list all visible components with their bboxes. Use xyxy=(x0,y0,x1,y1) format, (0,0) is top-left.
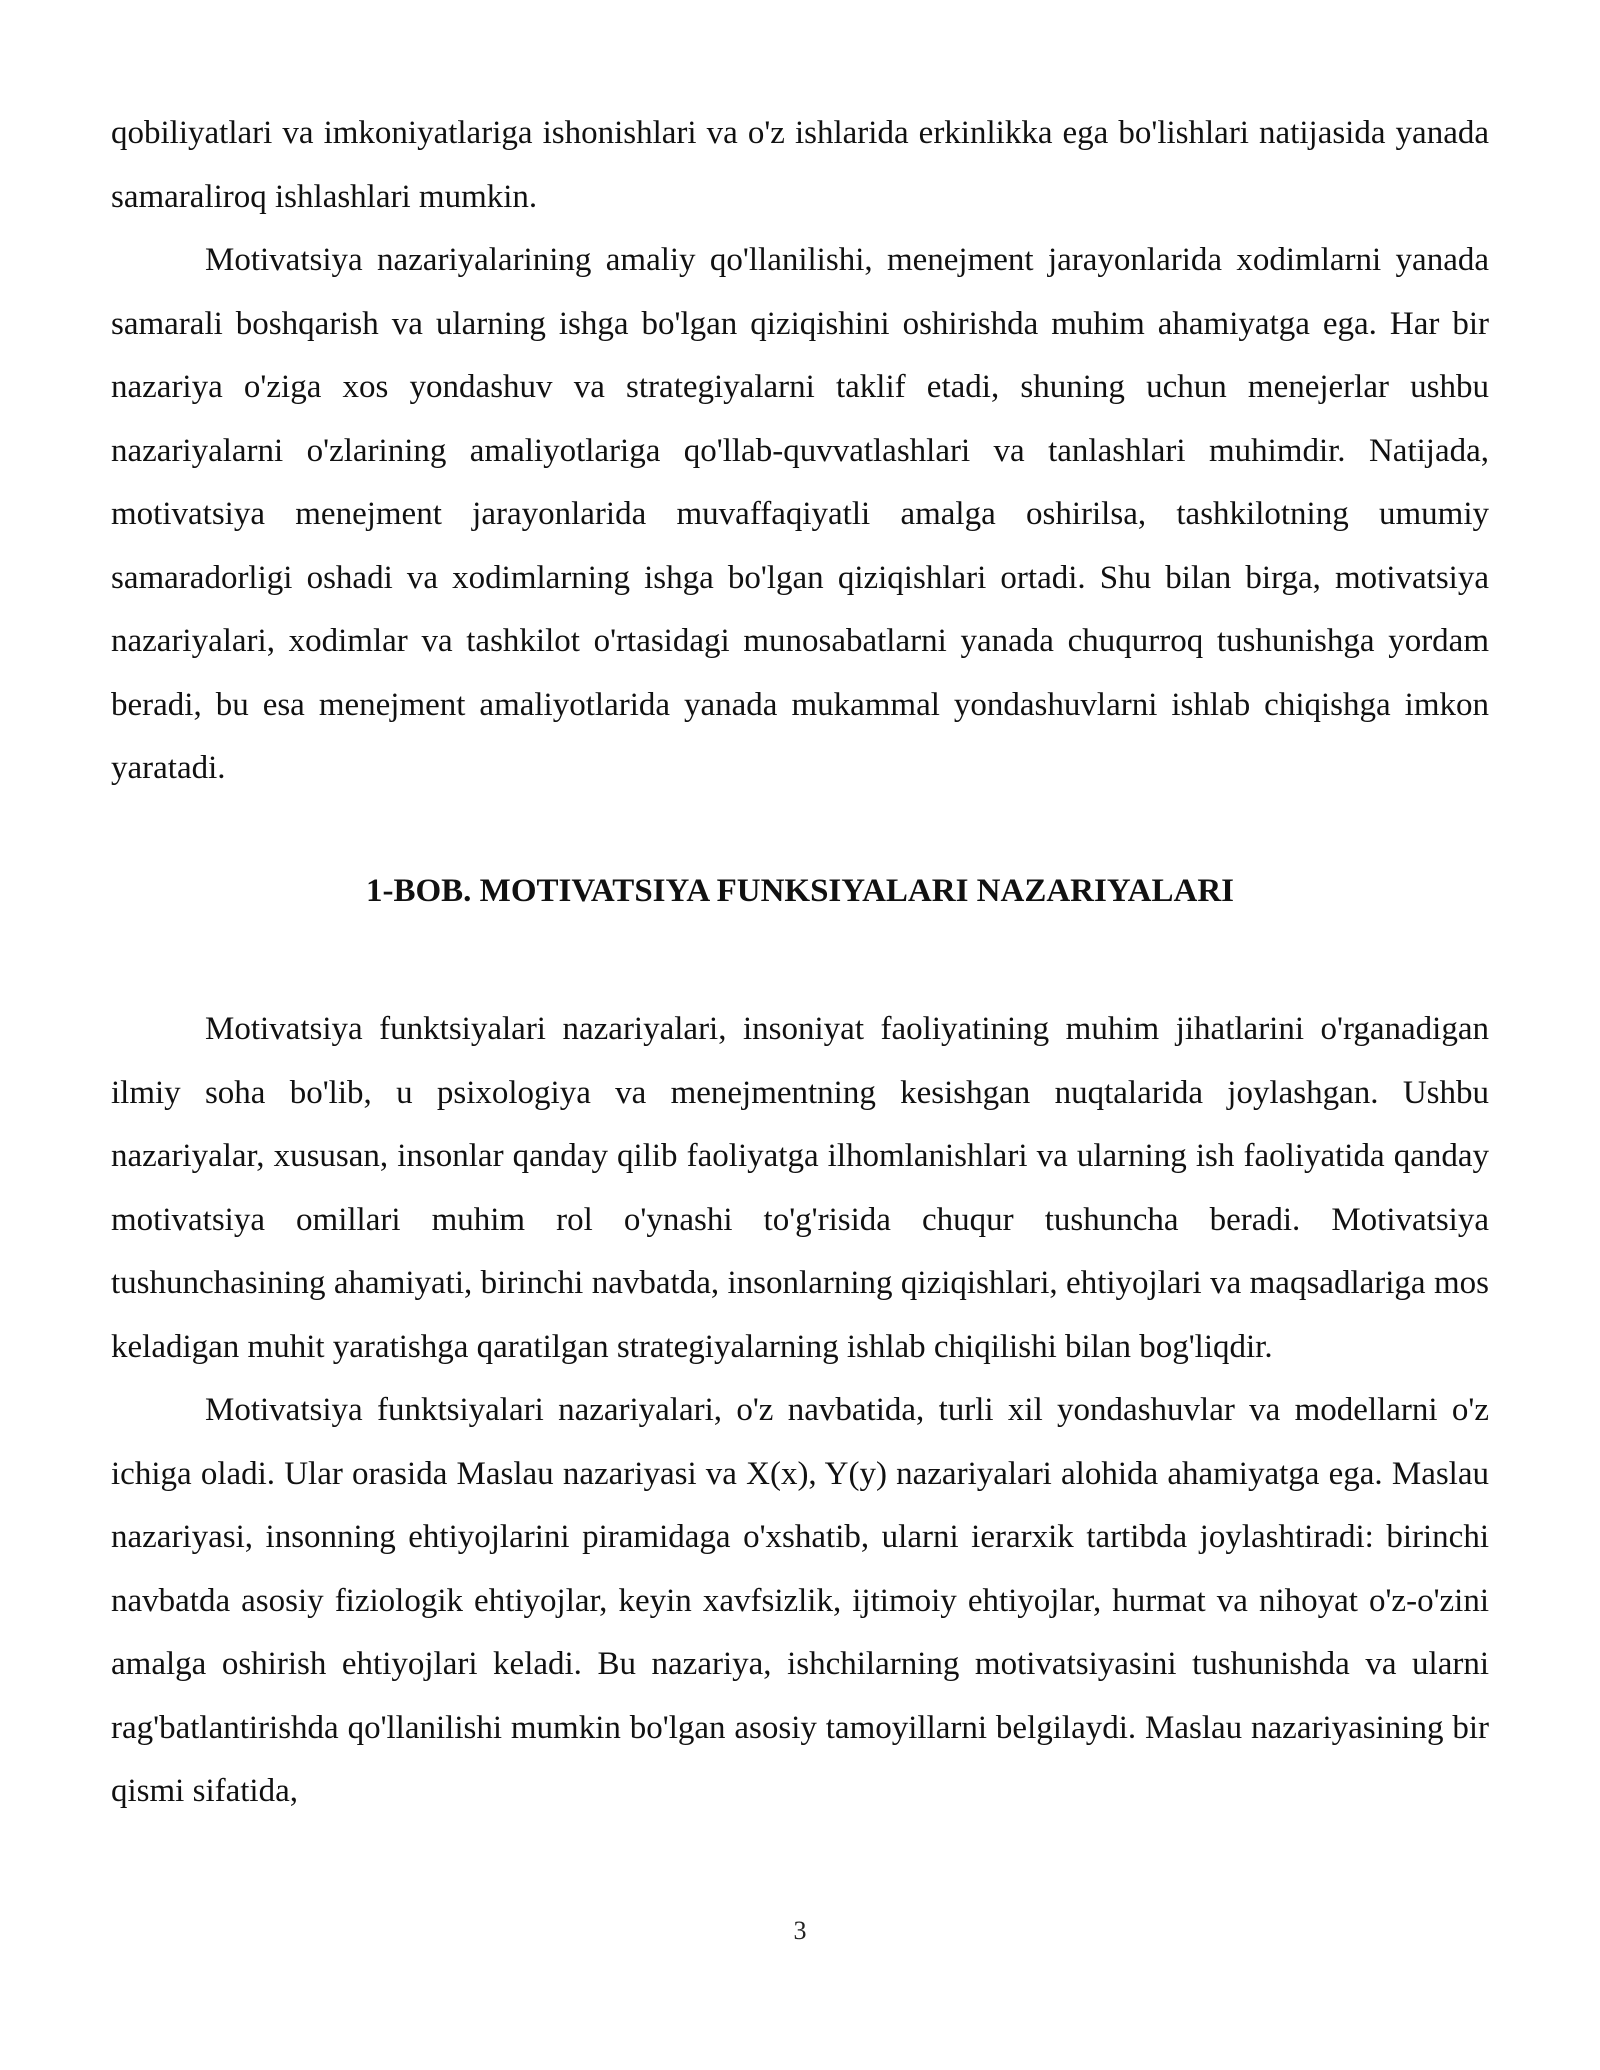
chapter-heading: 1-BOB. MOTIVATSIYA FUNKSIYALARI NAZARIYALARI xyxy=(366,872,1234,909)
document-page xyxy=(111,102,1489,1824)
paragraph-continuation: qobiliyatlari va imkoniyatlariga ishonishlari va o'z ishlarida erkinlikka ega bo'lishlari natijasida yanada samaraliroq ishlashlari mumkin. xyxy=(111,115,1489,215)
paragraph-motivation-application: Motivatsiya nazariyalarining amaliy qo'llanilishi, menejment jarayonlarida xodimlarni yanada samarali boshqarish va ularning ishga bo'lgan qiziqishini oshirishda muhim ahamiyatga ega. Har bir nazariya o'ziga xos yondashuv va strategiyalarni taklif etadi, shuning uchun menejerlar ushbu nazariyalarni o'zlarining amaliyotlariga qo'llab-quvvatlashlari va tanlashlari muhimdir. Natijada, motivatsiya menejment jarayonlarida muvaffaqiyatli amalga oshirilsa, tashkilotning umumiy samaradorligi oshadi va xodimlarning ishga bo'lgan qiziqishlari ortadi. Shu bilan birga, motivatsiya nazariyalari, xodimlar va tashkilot o'rtasidagi munosabatlarni yanada chuqurroq tushunishga yordam beradi, bu esa menejment amaliyotlarida yanada mukammal yondashuvlarni ishlab chiqishga imkon yaratadi. xyxy=(111,242,1489,786)
paragraph-motivation-functions: Motivatsiya funktsiyalari nazariyalari, insoniyat faoliyatining muhim jihatlarini o'rganadigan ilmiy soha bo'lib, u psixologiya va menejmentning kesishgan nuqtalarida joylashgan. Ushbu nazariyalar, xususan, insonlar qanday qilib faoliyatga ilhomlanishlari va ularning ish faoliyatida qanday motivatsiya omillari muhim rol o'ynashi to'g'risida chuqur tushuncha beradi. Motivatsiya tushunchasining ahamiyati, birinchi navbatda, insonlarning qiziqishlari, ehtiyojlari va maqsadlariga mos keladigan muhit yaratishga qaratilgan strategiyalarning ishlab chiqilishi bilan bog'liqdir. xyxy=(111,1011,1489,1365)
page-number: 3 xyxy=(793,1916,807,1945)
spacer xyxy=(111,801,1489,860)
paragraph-maslow-theory: Motivatsiya funktsiyalari nazariyalari, o'z navbatida, turli xil yondashuvlar va modellarni o'z ichiga oladi. Ular orasida Maslau nazariyasi va X(x), Y(y) nazariyalari alohida ahamiyatga ega. Maslau nazariyasi, insonning ehtiyojlarini piramidaga o'xshatib, ularni ierarxik tartibda joylashtiradi: birinchi navbatda asosiy fiziologik ehtiyojlar, keyin xavfsizlik, ijtimoiy ehtiyojlar, hurmat va nihoyat o'z-o'zini amalga oshirish ehtiyojlari keladi. Bu nazariya, ishchilarning motivatsiyasini tushunishda va ularni rag'batlantirishda qo'llanilishi mumkin bo'lgan asosiy tamoyillarni belgilaydi. Maslau nazariyasining bir qismi sifatida, xyxy=(111,1392,1489,1809)
spacer xyxy=(111,923,1489,998)
